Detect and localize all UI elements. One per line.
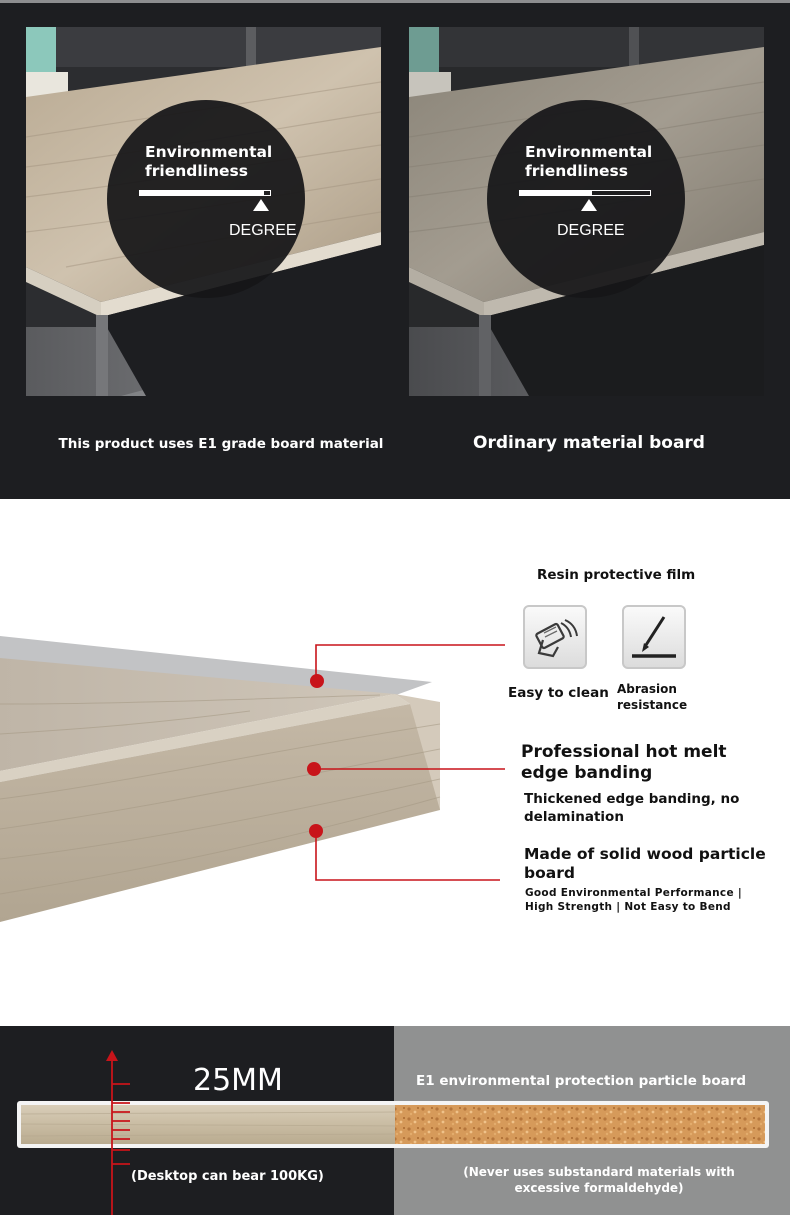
- scratch-pen-icon: [622, 605, 686, 669]
- thickness-value: 25MM: [193, 1063, 283, 1098]
- arrow-up-icon: [106, 1050, 118, 1061]
- e1-board-photo: [26, 27, 381, 396]
- eco-level-meter: [139, 190, 271, 196]
- eco-level-fill: [140, 191, 264, 195]
- e1-board-caption: This product uses E1 grade board material: [58, 436, 384, 452]
- feature-label-abrasion: Abrasion resistance: [617, 682, 688, 712]
- resin-film-title: Resin protective film: [537, 567, 696, 583]
- particle-board-title: Made of solid wood particle board: [524, 845, 766, 882]
- badge-title: Environmental friendliness: [145, 143, 273, 180]
- ordinary-board-photo: [409, 27, 764, 396]
- eco-badge-high: [107, 100, 305, 298]
- thickness-section: [0, 1026, 790, 1215]
- badge-unit-label: DEGREE: [557, 222, 625, 239]
- edge-banding-title: Professional hot melt edge banding: [521, 742, 727, 783]
- badge-unit-label: DEGREE: [229, 222, 297, 239]
- hand-wiping-icon: [523, 605, 587, 669]
- top-divider: [0, 0, 790, 3]
- edge-banding-desc: Thickened edge banding, no delamination: [524, 791, 740, 825]
- eco-level-meter: [519, 190, 651, 196]
- triangle-pointer-icon: [581, 199, 597, 211]
- triangle-pointer-icon: [253, 199, 269, 211]
- eco-level-fill: [520, 191, 592, 195]
- formaldehyde-note: (Never uses substandard materials with excessive formaldehyde): [463, 1165, 735, 1195]
- particle-board-desc: Good Environmental Performance | High Strength | Not Easy to Bend: [525, 887, 742, 913]
- feature-label-easy-clean: Easy to clean: [508, 685, 609, 701]
- ordinary-board-caption: Ordinary material board: [473, 433, 705, 453]
- material-comparison-section: [0, 0, 790, 499]
- board-structure-section: [0, 499, 790, 1026]
- badge-title: Environmental friendliness: [525, 143, 653, 180]
- load-capacity-note: (Desktop can bear 100KG): [131, 1169, 324, 1184]
- eco-badge-medium: [487, 100, 685, 298]
- material-label: E1 environmental protection particle board: [416, 1073, 747, 1089]
